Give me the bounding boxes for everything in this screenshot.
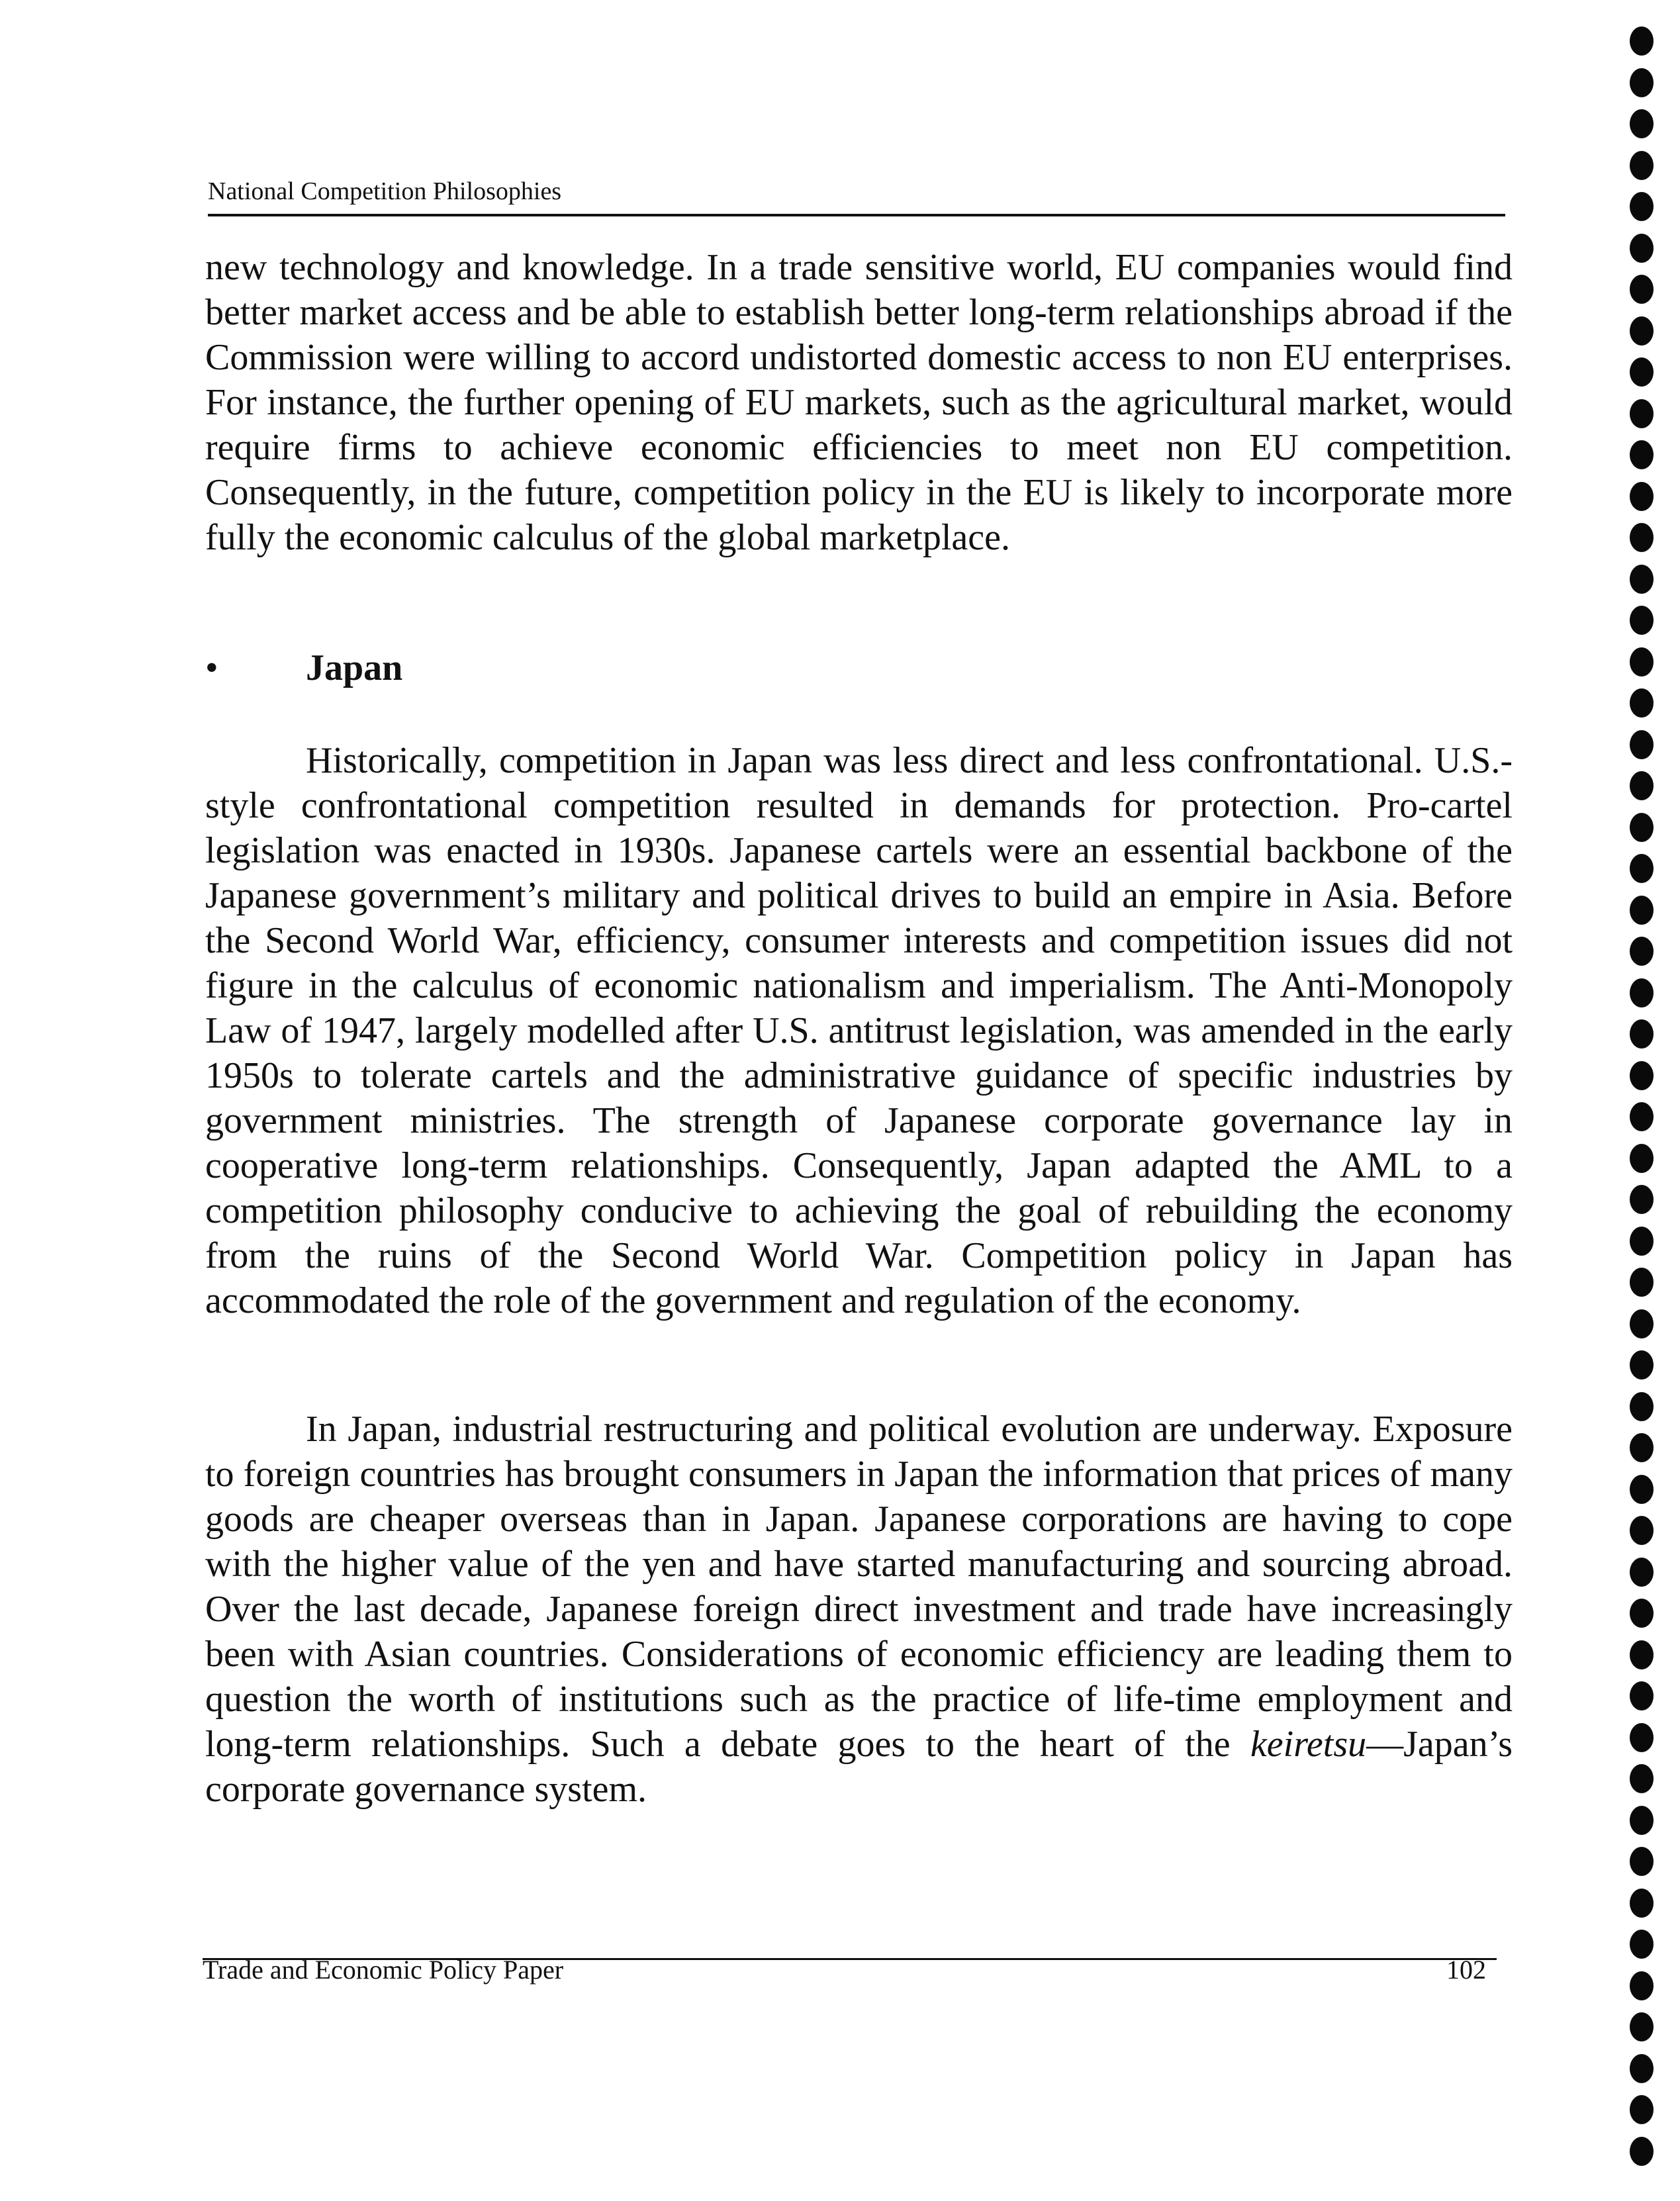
binding-hole	[1630, 2054, 1654, 2083]
section-title: Japan	[306, 647, 403, 688]
binding-hole	[1630, 730, 1654, 759]
binding-hole	[1630, 2095, 1654, 2124]
binding-hole	[1630, 1350, 1654, 1380]
binding-hole	[1630, 978, 1654, 1007]
binding-hole	[1630, 26, 1654, 56]
keiretsu-term: keiretsu	[1250, 1724, 1367, 1765]
binding-hole	[1630, 1806, 1654, 1835]
footer-publication: Trade and Economic Policy Paper	[203, 1955, 564, 1985]
binding-hole	[1630, 1971, 1654, 2000]
binding-hole	[1630, 1599, 1654, 1628]
binding-hole	[1630, 482, 1654, 511]
bullet-icon: •	[205, 647, 218, 688]
binding-hole	[1630, 937, 1654, 966]
paragraph-1: new technology and knowledge. In a trade sensitive world, EU companies would find better market access and be able to establish better long-term relationships abroad if the Commission were willing to accord undistorted domestic access to non EU enterprises. For instance, the further opening of EU markets, such as the agricultural market, would require firms to achieve economic efficiencies to meet non EU competition. Consequently, in the future, competition policy in the EU is likely to incorporate more fully the economic calculus of the global marketplace.	[205, 247, 1513, 558]
binding-hole	[1630, 854, 1654, 883]
binding-hole	[1630, 1309, 1654, 1338]
paragraph-2: Historically, competition in Japan was less direct and less confrontational. U.S.-style confrontational competition resulted in demands for protection. Pro-cartel legislation was enacted in 1930s. Japanese cartels were an essential backbone of the Japanese government’s military and political drives to build an empire in Asia. Before the Second World War, efficiency, consumer interests and competition issues did not figure in the calculus of economic nationalism and imperialism. The Anti-Monopoly Law of 1947, largely modelled after U.S. antitrust legislation, was amended in the early 1950s to tolerate cartels and the administrative guidance of specific industries by government ministries. The strength of Japanese corporate governance lay in cooperative long-term relationships. Consequently, Japan adapted the AML to a competition philosophy conducive to achieving the goal of rebuilding the economy from the ruins of the Second World War. Competition policy in Japan has accommodated the role of the government and regulation of the economy.	[205, 740, 1513, 1321]
binding-hole	[1630, 109, 1654, 138]
binding-hole	[1630, 1516, 1654, 1545]
section-heading-japan	[205, 645, 402, 690]
binding-hole	[1630, 1930, 1654, 1959]
binding-hole	[1630, 1268, 1654, 1297]
page-number: 102	[1446, 1955, 1486, 1985]
binding-hole	[1630, 1681, 1654, 1710]
binding-hole	[1630, 1433, 1654, 1462]
binding-hole	[1630, 1227, 1654, 1256]
binding-holes	[1630, 26, 1656, 2184]
paragraph-3	[205, 1407, 1513, 1812]
binding-hole	[1630, 440, 1654, 469]
binding-hole	[1630, 275, 1654, 304]
binding-hole	[1630, 688, 1654, 718]
binding-hole	[1630, 1847, 1654, 1876]
binding-hole	[1630, 813, 1654, 842]
binding-hole	[1630, 192, 1654, 221]
binding-hole	[1630, 1558, 1654, 1587]
binding-hole	[1630, 565, 1654, 594]
binding-hole	[1630, 1764, 1654, 1793]
binding-hole	[1630, 1144, 1654, 1173]
binding-hole	[1630, 2012, 1654, 2041]
binding-hole	[1630, 357, 1654, 387]
binding-hole	[1630, 2137, 1654, 2166]
binding-hole	[1630, 1723, 1654, 1752]
binding-hole	[1630, 1102, 1654, 1131]
running-header: National Competition Philosophies	[208, 177, 562, 205]
binding-hole	[1630, 1475, 1654, 1504]
binding-hole	[1630, 316, 1654, 346]
binding-hole	[1630, 523, 1654, 552]
paragraph-3-text-end: —Japan’s corporate governance system.	[205, 1724, 1513, 1810]
binding-hole	[1630, 1640, 1654, 1669]
binding-hole	[1630, 68, 1654, 97]
binding-hole	[1630, 1392, 1654, 1421]
binding-hole	[1630, 1185, 1654, 1214]
binding-hole	[1630, 399, 1654, 428]
binding-hole	[1630, 1019, 1654, 1049]
binding-hole	[1630, 647, 1654, 677]
binding-hole	[1630, 151, 1654, 180]
binding-hole	[1630, 1061, 1654, 1090]
binding-hole	[1630, 896, 1654, 925]
binding-hole	[1630, 234, 1654, 263]
paragraph-3-text-start: In Japan, industrial restructuring and political evolution are underway. Exposure to foreign countries has brought consumers in Japan the information that prices of many goods are cheaper overseas than in Japan. Japanese corporations are having to cope with the higher value of the yen and have started manufacturing and sourcing abroad. Over the last decade, Japanese foreign direct investment and trade have increasingly been with Asian countries. Considerations of economic efficiency are leading them to question the worth of institutions such as the practice of life-time employment and long-term relationships. Such a debate goes to the heart of the	[205, 1409, 1513, 1765]
binding-hole	[1630, 1889, 1654, 1918]
binding-hole	[1630, 606, 1654, 635]
header-rule	[208, 214, 1505, 216]
binding-hole	[1630, 771, 1654, 800]
